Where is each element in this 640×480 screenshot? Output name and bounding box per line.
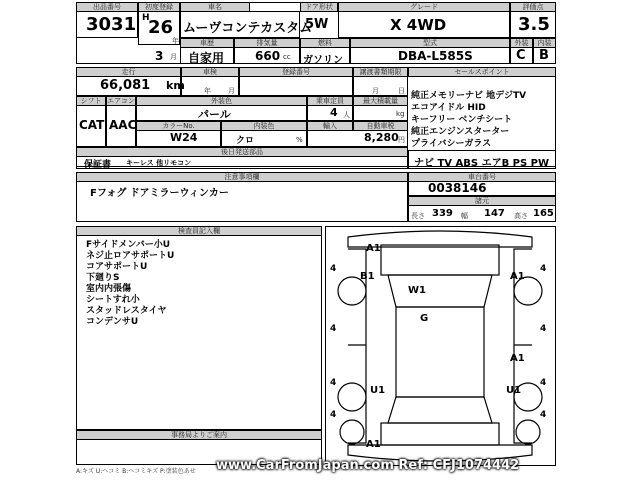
auto-tax: 8,280 xyxy=(364,131,399,144)
insp-year-unit: 年 xyxy=(204,87,211,95)
door-type: 5W xyxy=(305,17,329,32)
height: 165 xyxy=(533,208,554,219)
shift: CAT xyxy=(79,118,105,132)
color-number: W24 xyxy=(170,131,198,144)
load-unit: kg xyxy=(396,110,405,118)
damage-mark: A1 xyxy=(510,271,525,282)
int-score: B xyxy=(539,48,549,63)
car-name: ムーヴコンテカスタム xyxy=(183,21,313,36)
capacity: 4 xyxy=(330,106,338,119)
interior-color: クロ xyxy=(236,136,255,146)
fuel-label: 燃料 xyxy=(300,38,350,48)
lot-label: 出品番号 xyxy=(76,2,138,12)
sales-point-5: プライバシーガラス xyxy=(411,139,492,149)
sales-point-2: エコアイドル HID xyxy=(411,103,486,113)
inspection-label: 車検 xyxy=(181,67,239,77)
int-label: 内装 xyxy=(533,38,556,48)
inspection-item: 室内内張傷 xyxy=(86,284,132,294)
car-name-label: 車名 xyxy=(180,2,250,12)
hood-outline xyxy=(381,245,499,275)
interior-label: 内装色 xyxy=(221,121,307,131)
door-label: ドア形状 xyxy=(300,2,338,12)
front-right-tire-side xyxy=(516,420,540,444)
inspection-item: 下廻りS xyxy=(86,273,120,283)
damage-mark: A1 xyxy=(366,243,381,254)
tire-tread: 4 xyxy=(330,378,337,388)
legend-text: A:キズ U:ヘコミ B:ヘコミキズ P:塗装色あせ xyxy=(76,468,196,475)
rec-day-unit: 日 xyxy=(398,87,405,95)
office-label: 事務局よりご案内 xyxy=(76,430,322,440)
grade-label: グレード xyxy=(338,2,510,12)
ac-label: エアコン xyxy=(107,97,135,105)
car-type-label: 車歴 xyxy=(180,38,234,48)
damage-mark: G xyxy=(420,313,429,324)
car-diagram xyxy=(326,227,555,465)
tax-unit: 円 xyxy=(398,136,405,144)
damage-mark: A1 xyxy=(366,439,381,450)
chassis-number: 0038146 xyxy=(428,181,487,195)
notes-text: Fフォグ ドアミラーウィンカー xyxy=(90,188,229,199)
damage-mark: W1 xyxy=(408,285,426,296)
width: 147 xyxy=(484,208,505,219)
inspection-item: コンデンサU xyxy=(86,317,139,327)
inspection-item: Fサイドメンバー小U xyxy=(86,240,171,250)
month-unit: 月 xyxy=(170,53,177,61)
windshield-outline xyxy=(388,275,492,307)
insp-month-unit: 月 xyxy=(228,87,235,95)
score-label: 評価点 xyxy=(510,2,556,12)
lot-number: 3031 xyxy=(86,14,137,35)
damage-mark: A1 xyxy=(510,353,525,364)
mileage-unit: km xyxy=(166,79,185,92)
sales-point-3: キーフリー ベンチシート xyxy=(411,115,513,125)
rear-label: 後日発送部品 xyxy=(76,147,408,157)
era: H xyxy=(142,13,150,23)
equipment: ナビ TV ABS エアB PS PW xyxy=(414,158,550,169)
tire-tread: 4 xyxy=(540,378,547,388)
size-label: 諸元 xyxy=(408,196,556,206)
mileage: 66,081 xyxy=(100,78,151,93)
watermark: www.CarFromJapan.com Ref: CFJ1074442 xyxy=(216,458,520,473)
capacity-unit: 人 xyxy=(343,111,350,119)
interior-cell xyxy=(221,130,307,147)
import-label: 輸入 xyxy=(307,121,353,131)
damage-mark: B1 xyxy=(360,271,375,282)
inspection-item: シートすれ小 xyxy=(86,295,140,305)
model-code: DBA-L585S xyxy=(398,49,473,63)
tire-tread: 4 xyxy=(540,410,547,420)
disp-label: 排気量 xyxy=(234,38,300,48)
damage-mark: U1 xyxy=(506,385,522,396)
mileage-label: 走行 xyxy=(76,67,181,77)
first-reg-label: 初度登録 xyxy=(138,2,180,12)
reg-month: 3 xyxy=(155,49,164,63)
inspection-item: スタッドレスタイヤ xyxy=(86,306,167,316)
front-left-tire-side xyxy=(340,420,364,444)
tire-tread: 4 xyxy=(330,410,337,420)
regno-cell xyxy=(239,76,353,96)
color-label: 外装色 xyxy=(136,96,307,106)
rear-extra: キーレス 他リモコン xyxy=(126,159,192,167)
trunk-outline xyxy=(381,423,499,445)
tire-tread: 4 xyxy=(330,264,337,274)
disp-unit: cc xyxy=(283,53,291,61)
rear-parts: 保証書 xyxy=(84,160,112,170)
roof-outline xyxy=(396,307,484,397)
car-type: 自家用 xyxy=(188,51,225,65)
sales-label: セールスポイント xyxy=(408,67,556,77)
chassis-label: 車台番号 xyxy=(408,172,556,182)
tire-tread: 4 xyxy=(330,324,337,334)
damage-mark: U1 xyxy=(370,385,386,396)
capacity-label: 乗車定員 xyxy=(307,96,353,106)
fuel: ガソリン xyxy=(303,55,343,66)
body-color: パール xyxy=(198,108,231,121)
sales-point-1: 純正メモリーナビ 地デジTV xyxy=(411,91,527,101)
regno-label: 登録番号 xyxy=(239,67,353,77)
height-label: 高さ xyxy=(514,212,528,220)
model-label: 型式 xyxy=(350,38,510,48)
sales-point-4: 純正エンジンスターター xyxy=(411,127,510,137)
inspection-notes-label: 検査員記入欄 xyxy=(76,226,322,236)
rear-window-outline xyxy=(388,397,492,423)
tire-tread: 4 xyxy=(540,264,547,274)
color-no-label: カラーNo. xyxy=(136,121,221,131)
ext-score: C xyxy=(516,48,526,63)
notes-label: 注意事項欄 xyxy=(76,172,408,182)
grade: X 4WD xyxy=(390,16,447,34)
shift-label: シフト xyxy=(76,96,106,106)
inspection-item: コアサポートU xyxy=(86,262,148,272)
rec-month-unit: 月 xyxy=(372,87,379,95)
length: 339 xyxy=(432,208,453,219)
tax-label: 自動車税 xyxy=(353,121,408,131)
import-unit: % xyxy=(296,136,303,144)
reg-year: 26 xyxy=(148,17,174,38)
ext-label: 外装 xyxy=(510,38,533,48)
recycle-label: 譲渡書類期限 xyxy=(353,67,408,77)
displacement: 660 xyxy=(255,49,281,63)
inspection-item: ネジ止ロアサポートU xyxy=(86,251,175,261)
rear-left-tire xyxy=(338,383,366,411)
aircon: AAC xyxy=(109,118,137,132)
width-label: 幅 xyxy=(461,212,468,220)
tire-tread: 4 xyxy=(540,324,547,334)
year-unit: 年 xyxy=(172,37,179,45)
length-label: 長さ xyxy=(411,212,425,220)
score: 3.5 xyxy=(518,14,550,35)
load-label: 最大積載量 xyxy=(353,96,408,106)
